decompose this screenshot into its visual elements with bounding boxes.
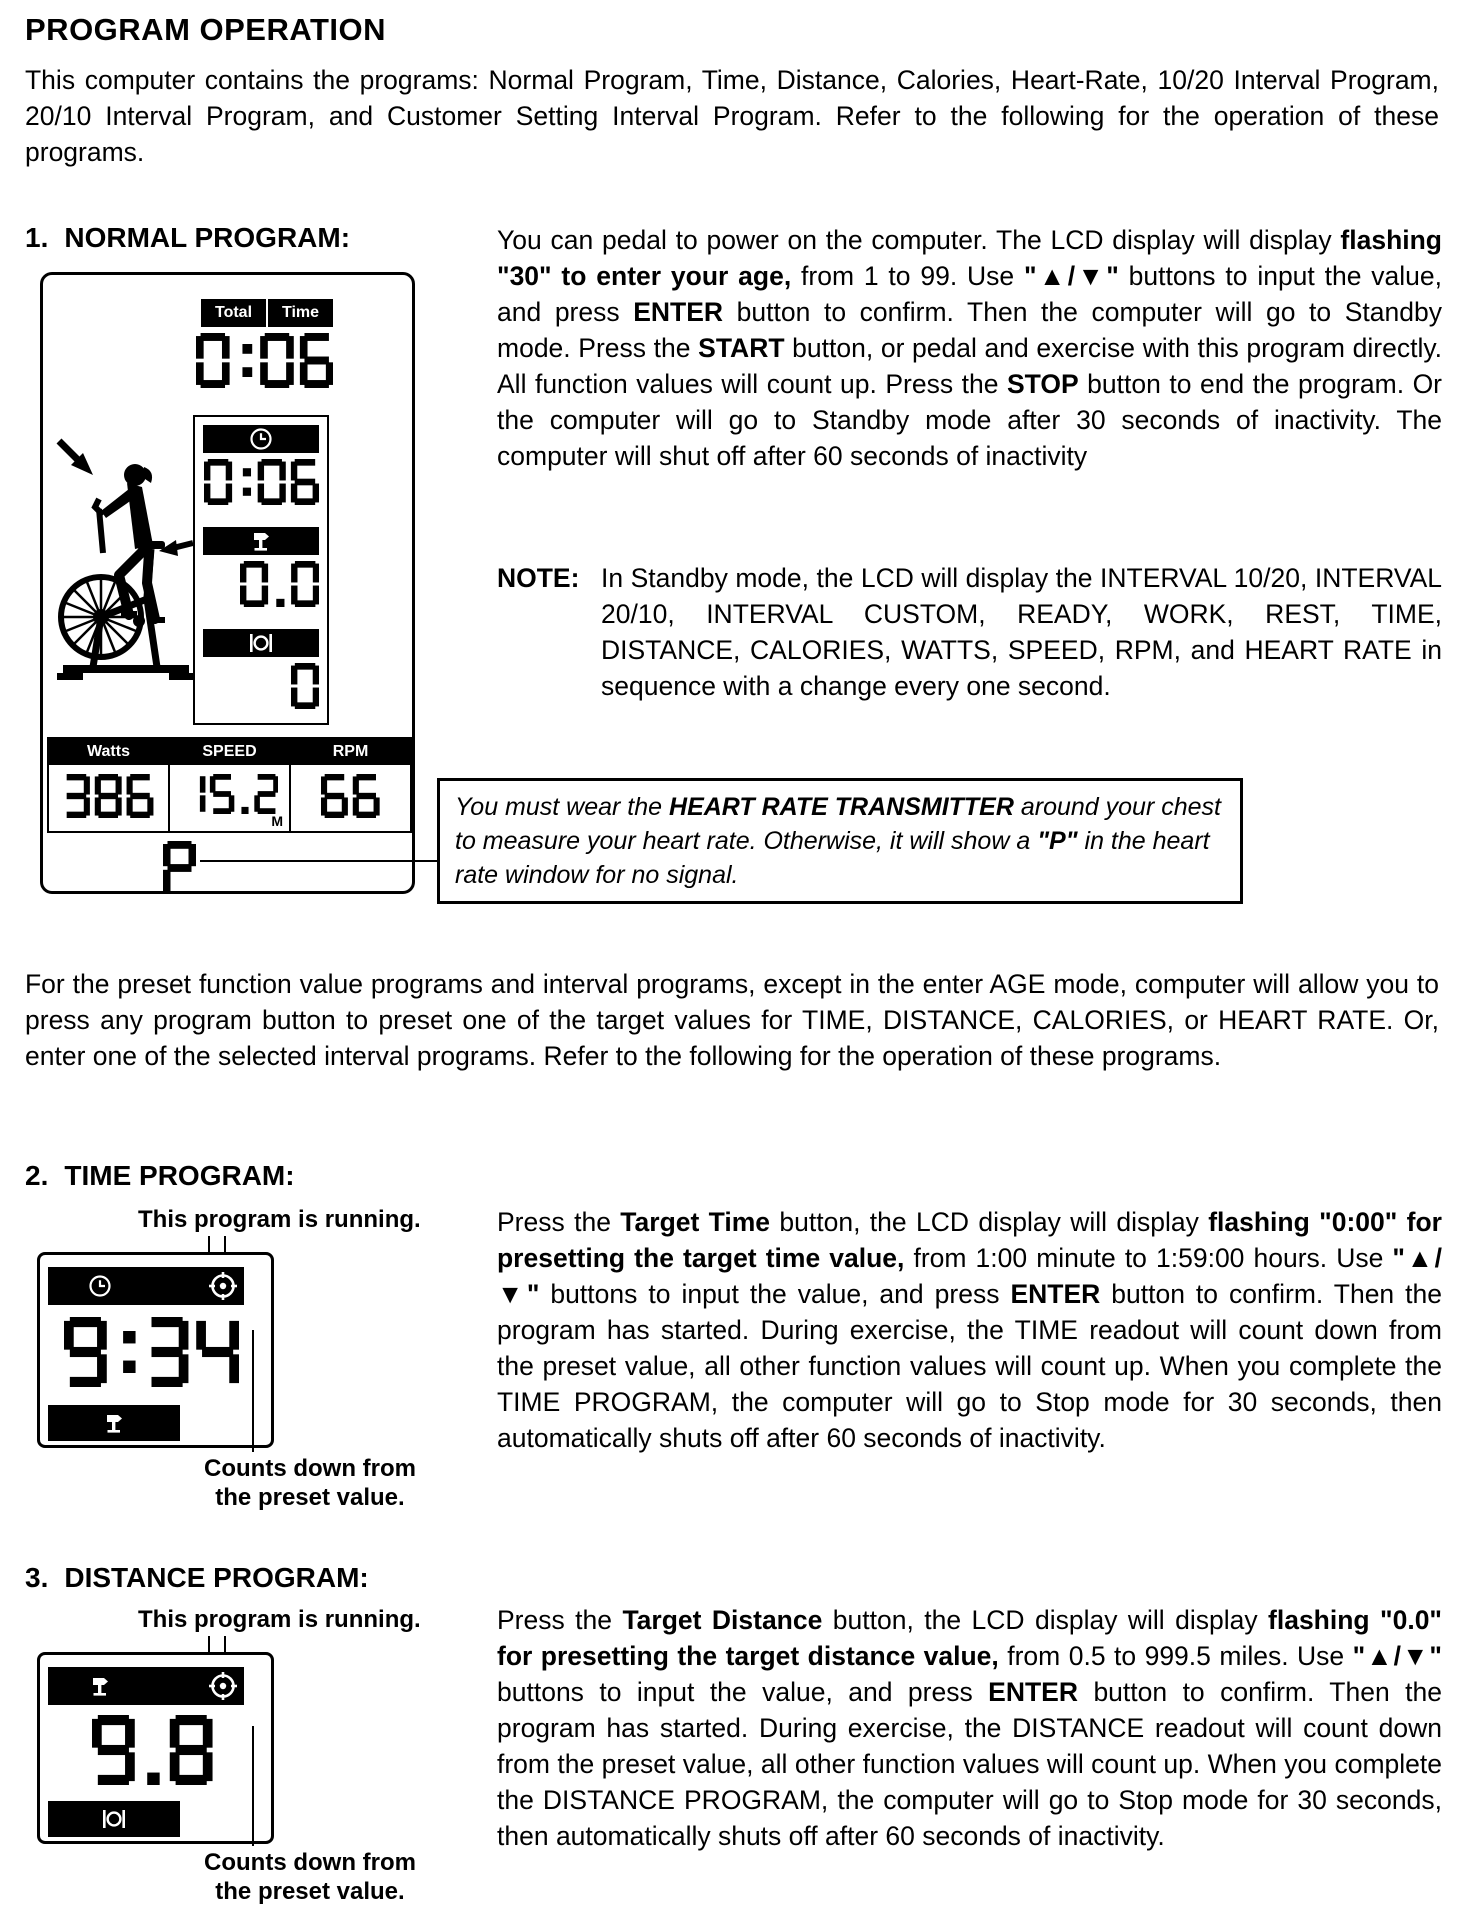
time-countdown-caption	[190, 1454, 430, 1512]
caption-line-2: the preset value.	[215, 1484, 405, 1511]
lcd-display-distance	[37, 1652, 274, 1844]
speed-window	[168, 739, 291, 831]
calories-window-bar	[48, 1801, 180, 1837]
heart-rate-callout-text: You must wear the HEART RATE TRANSMITTER around your chest to measure your heart rate. Otherwise, it will show a "P" in the heart rate window for no signal.	[455, 793, 1221, 889]
section-3-number: 3.	[25, 1562, 49, 1593]
metrics-row	[47, 737, 412, 833]
time-program-body: Press the Target Time button, the LCD display will display flashing "0:00" for presetting the target time value, from 1:00 minute to 1:59:00 hours. Use "▲/▼" buttons to input the value, and press ENTER button to confirm. Then the program has started. During exercise, the TIME readout will count down from the preset value, all other function values will count up. When you complete the TIME PROGRAM, the computer will go to Stop mode for 30 seconds, then automatically shuts off after 60 seconds of inactivity.	[497, 1207, 1443, 1453]
lcd-display-time	[37, 1252, 274, 1448]
distance-program-value	[92, 1715, 213, 1785]
clock-icon	[88, 1274, 112, 1298]
distance-value	[240, 561, 319, 607]
section-1-number: 1.	[25, 222, 49, 253]
calories-window-bar	[203, 629, 319, 657]
rpm-value	[321, 774, 380, 818]
preset-paragraph: For the preset function value programs and interval programs, except in the enter AGE mode, computer will allow you to press any program button to preset one of the target values for TIME, DISTANCE, CALORIES, or HEART RATE. Or, enter one of the selected interval programs. Refer to the following for the operation of these programs.	[25, 969, 1439, 1071]
time-program-value	[64, 1317, 239, 1387]
connector-line	[252, 1330, 254, 1452]
note-label: NOTE:	[497, 563, 580, 593]
total-time-value	[187, 333, 333, 388]
time-value	[204, 459, 319, 505]
watts-window	[49, 739, 168, 831]
calories-plate-icon	[101, 1808, 127, 1830]
rpm-label: RPM	[291, 739, 410, 765]
caption-line-1: Counts down from	[204, 1455, 416, 1482]
section-2-number: 2.	[25, 1160, 49, 1191]
section-3-heading	[25, 1562, 369, 1594]
watts-value	[63, 774, 153, 818]
page-title: PROGRAM OPERATION	[25, 12, 386, 47]
section-3-title: DISTANCE PROGRAM:	[64, 1562, 369, 1593]
distance-milestone-icon	[249, 529, 273, 553]
total-time-header-bar	[201, 299, 333, 327]
speed-label: SPEED	[170, 739, 289, 765]
rpm-window	[291, 739, 410, 831]
speed-unit: M	[271, 813, 283, 829]
note-block	[497, 560, 1442, 704]
caption-line-2: the preset value.	[215, 1878, 405, 1905]
distance-program-body: Press the Target Distance button, the LCD display will display flashing "0.0" for presetting the target distance value, from 0.5 to 999.5 miles. Use "▲/▼" buttons to input the value, and press ENTER button to confirm. Then the program has started. During exercise, the DISTANCE readout will count down from the preset value, all other function values will count up. When you complete the DISTANCE PROGRAM, the computer will go to Stop mode for 30 seconds, then automatically shuts off after 60 seconds of inactivity.	[497, 1605, 1442, 1851]
time-running-caption: This program is running.	[138, 1206, 421, 1233]
heart-rate-callout-box	[437, 778, 1243, 904]
time-window-bar	[203, 425, 319, 453]
time-label: Time	[281, 304, 320, 321]
section-2-title: TIME PROGRAM:	[64, 1160, 295, 1191]
section-1-title: NORMAL PROGRAM:	[64, 222, 351, 253]
target-icon	[208, 1271, 238, 1301]
connector-line	[252, 1726, 254, 1846]
note-body: In Standby mode, the LCD will display the INTERVAL 10/20, INTERVAL 20/10, INTERVAL CUSTOM, READY, WORK, REST, TIME, DISTANCE, CALORIES, WATTS, SPEED, RPM, and HEART RATE in sequence with a change every one second.	[601, 563, 1442, 701]
distance-countdown-caption	[190, 1848, 430, 1906]
function-windows-box	[193, 415, 329, 725]
clock-icon	[249, 427, 273, 451]
section-2-heading	[25, 1160, 295, 1192]
total-label: Total	[214, 304, 253, 321]
speed-value	[181, 774, 279, 814]
watts-label: Watts	[49, 739, 168, 765]
lcd-display-main	[40, 272, 415, 894]
distance-running-caption: This program is running.	[138, 1606, 421, 1633]
distance-milestone-icon	[102, 1411, 126, 1435]
calories-plate-icon	[248, 632, 274, 654]
distance-window-bar	[203, 527, 319, 555]
pulse-callout-connector-line	[200, 860, 437, 862]
section-1-heading	[25, 222, 350, 254]
calories-value	[291, 663, 319, 709]
distance-milestone-icon	[88, 1674, 112, 1698]
caption-line-1: Counts down from	[204, 1849, 416, 1876]
distance-window-bar	[48, 1405, 180, 1441]
exercise-bike-figure	[49, 425, 197, 705]
target-icon	[208, 1671, 238, 1701]
normal-program-body: You can pedal to power on the computer. The LCD display will display flashing "30" to enter your age, from 1 to 99. Use "▲/▼" buttons to input the value, and press ENTER button to confirm. Then the computer will go to Standby mode. Press the START button, or pedal and exercise with this program directly. All function values will count up. Press the STOP button to end the program. Or the computer will go to Standby mode after 30 seconds of inactivity. The computer will shut off after 60 seconds of inactivity	[497, 225, 1443, 471]
intro-paragraph: This computer contains the programs: Normal Program, Time, Distance, Calories, Heart-Rate, 10/20 Interval Program, 20/10 Interval Program, and Customer Setting Interval Program. Refer to the following for the operation of these programs.	[25, 65, 1439, 167]
pulse-value	[163, 841, 196, 895]
